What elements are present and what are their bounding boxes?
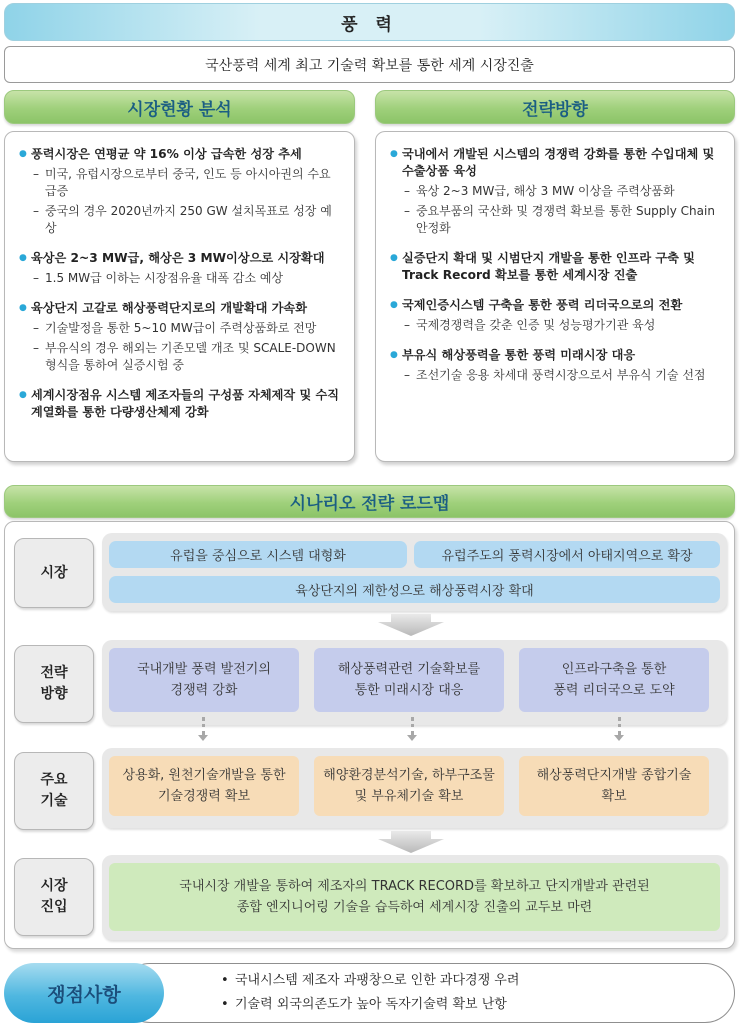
entry-label-line: 시장 <box>40 878 68 894</box>
issues-badge: 쟁점사항 <box>4 963 164 1023</box>
issues-box <box>120 963 735 1023</box>
strategy-panel <box>375 131 735 462</box>
tech-box-line: 상용화, 원천기술개발을 통한 <box>122 768 286 783</box>
down-arrow-icon <box>378 614 444 636</box>
strategy-item-main: ● 실증단지 확대 및 시범단지 개발을 통한 인프라 구축 및 Track Record 확보를 통한 세계시장 진출 <box>390 250 722 284</box>
entry-box <box>109 863 720 931</box>
page-title: 풍 력 <box>4 3 735 41</box>
direction-box-line: 해상풍력관련 기술확보를 <box>337 662 481 677</box>
analysis-sub-item: – 부유식의 경우 해외는 기존모델 개조 및 SCALE-DOWN 형식을 통하여 실증시험 중 <box>19 340 342 374</box>
direction-box-line: 풍력 리더국으로 도약 <box>553 683 675 698</box>
entry-label-line: 진입 <box>40 899 68 915</box>
tech-box-line: 해상풍력단지개발 종합기술 <box>536 768 692 783</box>
tech-box-line: 및 부유체기술 확보 <box>354 789 464 804</box>
tech-box-line: 해양환경분석기술, 하부구조물 <box>323 768 495 783</box>
direction-box <box>519 648 709 712</box>
issue-item: • 국내시스템 제조자 과팽창으로 인한 과다경쟁 우려 <box>221 969 734 993</box>
strategy-sub-item: – 국제경쟁력을 갖춘 인증 및 성능평가기관 육성 <box>390 317 722 334</box>
analysis-item-main: ● 세계시장점유 시스템 제조자들의 구성품 자체제작 및 수직계열화를 통한 다량생산체제 강화 <box>19 387 342 421</box>
strategy-item <box>390 146 722 237</box>
analysis-sub-item: – 기술발정을 통한 5~10 MW급이 주력상품화로 전망 <box>19 320 342 337</box>
analysis-item <box>19 387 342 421</box>
issue-item: • 기술력 외국의존도가 높아 독자기술력 확보 난항 <box>221 993 734 1017</box>
strategy-sub-item: – 중요부품의 국산화 및 경쟁력 확보를 통한 Supply Chain 안정화 <box>390 203 722 237</box>
tech-box-line: 기술경쟁력 확보 <box>157 789 251 804</box>
analysis-sub-item: – 중국의 경우 2020년까지 250 GW 설치목표로 성장 예상 <box>19 203 342 237</box>
analysis-item <box>19 300 342 374</box>
strategy-item-main: ● 부유식 해상풍력을 통한 풍력 미래시장 대응 <box>390 347 722 364</box>
tech-label-line: 주요 <box>40 772 68 788</box>
direction-label <box>14 645 94 723</box>
direction-label-line: 전략 <box>40 665 68 681</box>
direction-box-line: 경쟁력 강화 <box>170 683 238 698</box>
analysis-item-main: ● 육상단지 고갈로 해상풍력단지로의 개발확대 가속화 <box>19 300 342 317</box>
market-pill: 육상단지의 제한성으로 해상풍력시장 확대 <box>109 576 720 603</box>
tech-label-line: 기술 <box>40 793 68 809</box>
strategy-item <box>390 297 722 334</box>
strategy-item <box>390 347 722 384</box>
entry-box-line: 국내시장 개발을 통하여 제조자의 TRACK RECORD를 확보하고 단지개발과 관련된 <box>179 879 650 894</box>
dotted-arrow-icon <box>198 717 208 747</box>
market-pill: 유럽을 중심으로 시스템 대형화 <box>109 541 407 568</box>
entry-label <box>14 858 94 936</box>
tech-label <box>14 752 94 830</box>
direction-box <box>314 648 504 712</box>
direction-box-line: 국내개발 풍력 발전기의 <box>137 662 271 677</box>
market-pill: 유럽주도의 풍력시장에서 아태지역으로 확장 <box>414 541 720 568</box>
strategy-item-main: ● 국내에서 개발된 시스템의 경쟁력 강화를 통한 수입대체 및 수출상품 육성 <box>390 146 722 180</box>
analysis-panel <box>4 131 355 462</box>
direction-label-line: 방향 <box>40 686 68 702</box>
analysis-item-main: ● 풍력시장은 연평균 약 16% 이상 급속한 성장 추세 <box>19 146 342 163</box>
direction-box-line: 통한 미래시장 대응 <box>354 683 464 698</box>
roadmap-header: 시나리오 전략 로드맵 <box>4 485 735 518</box>
direction-box <box>109 648 299 712</box>
tech-box <box>109 756 299 816</box>
dotted-arrow-icon <box>614 717 624 747</box>
analysis-item-main: ● 육상은 2~3 MW급, 해상은 3 MW이상으로 시장확대 <box>19 250 342 267</box>
tech-box <box>314 756 504 816</box>
analysis-sub-item: – 1.5 MW급 이하는 시장점유율 대폭 감소 예상 <box>19 270 342 287</box>
down-arrow-icon <box>378 831 444 853</box>
entry-box-line: 종합 엔지니어링 기술을 습득하여 세계시장 진출의 교두보 마련 <box>236 900 593 915</box>
strategy-item-main: ● 국제인증시스템 구축을 통한 풍력 리더국으로의 전환 <box>390 297 722 314</box>
strategy-header: 전략방향 <box>375 90 735 124</box>
analysis-sub-item: – 미국, 유럽시장으로부터 중국, 인도 등 아시아권의 수요 급증 <box>19 166 342 200</box>
dotted-arrow-icon <box>407 717 417 747</box>
tech-box-line: 확보 <box>601 789 627 804</box>
analysis-item <box>19 146 342 237</box>
direction-box-line: 인프라구축을 통한 <box>561 662 667 677</box>
analysis-header: 시장현황 분석 <box>4 90 355 124</box>
tech-box <box>519 756 709 816</box>
vision-statement: 국산풍력 세계 최고 기술력 확보를 통한 세계 시장진출 <box>4 46 735 83</box>
analysis-item <box>19 250 342 287</box>
strategy-sub-item: – 육상 2~3 MW급, 해상 3 MW 이상을 주력상품화 <box>390 183 722 200</box>
strategy-item <box>390 250 722 284</box>
market-label <box>14 538 94 608</box>
market-label-text: 시장 <box>40 564 68 581</box>
strategy-sub-item: – 조선기술 응용 차세대 풍력시장으로서 부유식 기술 선점 <box>390 367 722 384</box>
